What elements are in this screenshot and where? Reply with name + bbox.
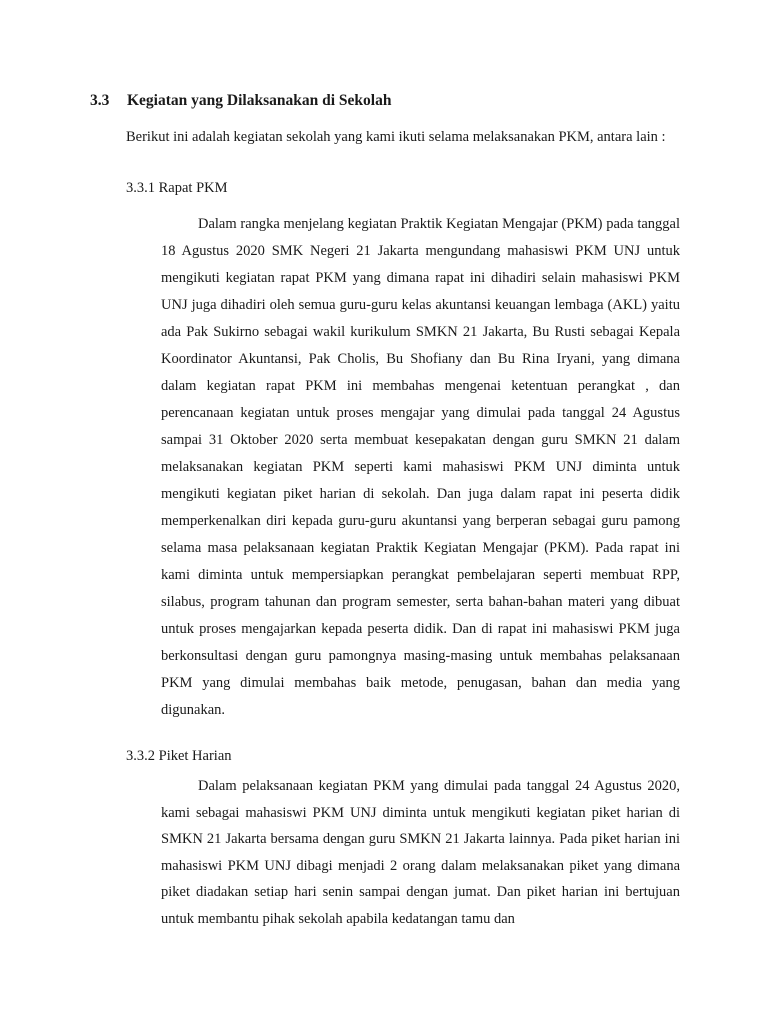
section-number: 3.3 <box>90 92 110 109</box>
section-heading <box>90 92 391 110</box>
subsection-heading-piket-harian: 3.3.2 Piket Harian <box>126 748 232 764</box>
section-title: Kegiatan yang Dilaksanakan di Sekolah <box>127 92 392 109</box>
section-intro: Berikut ini adalah kegiatan sekolah yang kami ikuti selama melaksanakan PKM, antara lain : <box>126 129 666 145</box>
subsection-paragraph-rapat-pkm: Dalam rangka menjelang kegiatan Praktik Kegiatan Mengajar (PKM) pada tanggal 18 Agustus 2020 SMK Negeri 21 Jakarta mengundang mahasiswi PKM UNJ untuk mengikuti kegiatan rapat PKM yang dimana rapat ini dihadiri selain mahasiswi PKM UNJ juga dihadiri oleh semua guru-guru kelas akuntansi keuangan lembaga (AKL) yaitu ada Pak Sukirno sebagai wakil kurikulum SMKN 21 Jakarta, Bu Rusti sebagai Kepala Koordinator Akuntansi, Pak Cholis, Bu Shofiany dan Bu Rina Iryani, yang dimana dalam kegiatan rapat PKM ini membahas mengenai ketentuan perangkat , dan perencanaan kegiatan untuk proses mengajar yang dimulai pada tanggal 24 Agustus sampai 31 Oktober 2020 serta membuat kesepakatan dengan guru SMKN 21 dalam melaksanakan kegiatan PKM seperti kami mahasiswi PKM UNJ diminta untuk mengikuti kegiatan piket harian di sekolah. Dan juga dalam rapat ini peserta didik memperkenalkan diri kepada guru-guru akuntansi yang berperan sebagai guru pamong selama masa pelaksanaan kegiatan Praktik Kegiatan Mengajar (PKM). Pada rapat ini kami diminta untuk mempersiapkan perangkat pembelajaran seperti membuat RPP, silabus, program tahunan dan program semester, serta bahan-bahan materi yang dibuat untuk proses mengajarkan kepada peserta didik. Dan di rapat ini mahasiswi PKM juga berkonsultasi dengan guru pamongnya masing-masing untuk membahas pelaksanaan PKM yang dimulai membahas baik metode, penugasan, bahan dan media yang digunakan. <box>161 216 680 718</box>
subsection-paragraph-piket-harian: Dalam pelaksanaan kegiatan PKM yang dimulai pada tanggal 24 Agustus 2020, kami sebagai mahasiswi PKM UNJ diminta untuk mengikuti kegiatan piket harian di SMKN 21 Jakarta bersama dengan guru SMKN 21 Jakarta lainnya. Pada piket harian ini mahasiswi PKM UNJ dibagi menjadi 2 orang dalam melaksanakan piket yang dimana piket diadakan setiap hari senin sampai dengan jumat. Dan piket harian ini bertujuan untuk membantu pihak sekolah apabila kedatangan tamu dan <box>161 778 680 927</box>
subsection-heading-rapat-pkm: 3.3.1 Rapat PKM <box>126 180 228 196</box>
